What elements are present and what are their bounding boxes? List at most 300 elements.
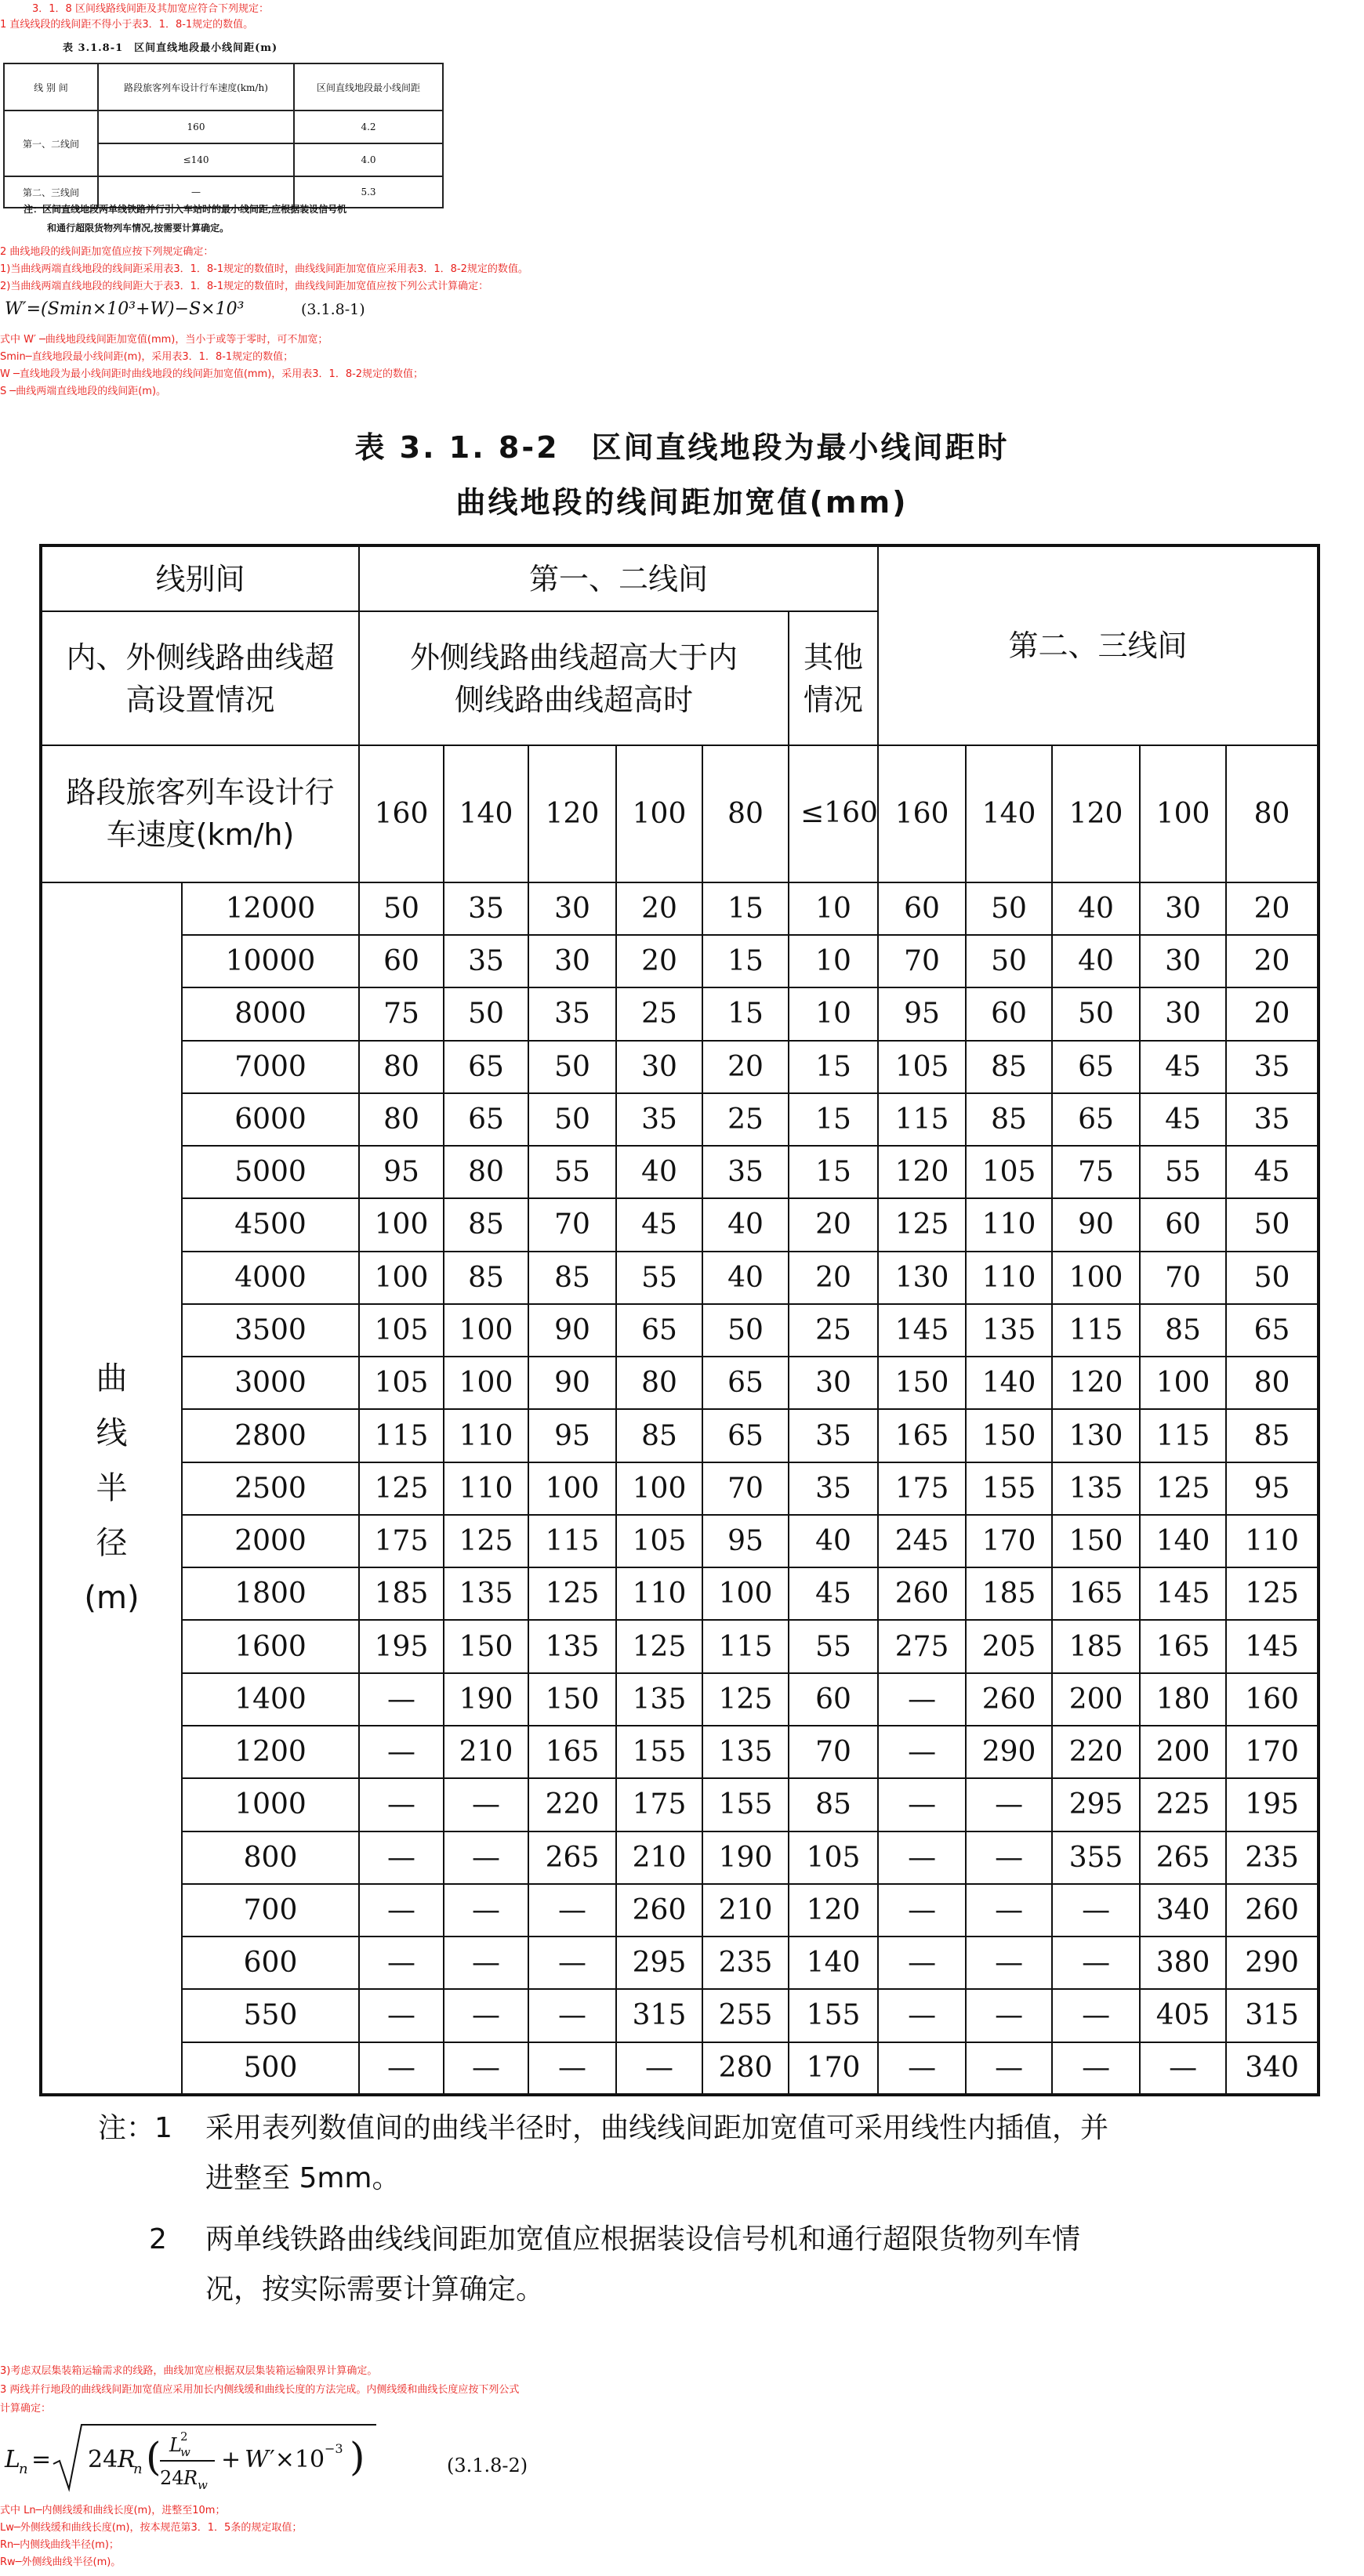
formula-2-number: (3.1.8-2) — [447, 2455, 528, 2476]
table1-caption: 表 3.1.8-1 区间直线地段最小线间距(m) — [63, 42, 278, 54]
value-cell: 40 — [702, 1198, 789, 1251]
value-cell: 130 — [878, 1252, 966, 1304]
value-cell: 155 — [616, 1726, 702, 1778]
value-cell: 295 — [1052, 1778, 1140, 1831]
value-cell: 225 — [1140, 1778, 1226, 1831]
value-cell: 125 — [616, 1620, 702, 1672]
svg-text:2: 2 — [180, 2429, 188, 2444]
radius-cell: 3500 — [182, 1304, 359, 1357]
value-cell: 290 — [1226, 1937, 1319, 1989]
table-row — [41, 1673, 1319, 1726]
value-cell: 165 — [878, 1409, 966, 1462]
value-cell: 35 — [789, 1462, 878, 1515]
definition-line: 式中 Ln─内侧线缓和曲线长度(m)，进整至10m； — [0, 2505, 226, 2516]
radius-cell: 1000 — [182, 1778, 359, 1831]
value-cell: 80 — [359, 1041, 444, 1093]
svg-text:W: W — [245, 2446, 269, 2473]
value-cell: — — [878, 1831, 966, 1884]
value-cell: — — [1052, 1937, 1140, 1989]
table-row — [41, 1778, 1319, 1831]
rule-line: 3)考虑双层集装箱运输需求的线路，曲线加宽应根据双层集装箱运输限界计算确定。 — [0, 2365, 378, 2377]
value-cell: — — [359, 1726, 444, 1778]
radius-cell: 600 — [182, 1937, 359, 1989]
value-cell: 30 — [1140, 987, 1226, 1040]
value-cell: — — [878, 1989, 966, 2042]
value-cell: 200 — [1052, 1673, 1140, 1726]
value-cell: 115 — [1052, 1304, 1140, 1357]
value-cell: 190 — [444, 1673, 528, 1726]
value-cell: 380 — [1140, 1937, 1226, 1989]
value-cell: 120 — [1052, 1357, 1140, 1409]
value-cell: 100 — [1052, 1252, 1140, 1304]
formula-2 — [0, 2418, 408, 2497]
value-cell: — — [444, 1831, 528, 1884]
value-cell: 175 — [878, 1462, 966, 1515]
value-cell: 40 — [1052, 882, 1140, 935]
header-first-second: 第一、二线间 — [359, 545, 878, 611]
value-cell: 85 — [966, 1041, 1052, 1093]
header-speed: 路段旅客列车设计行车速度(km/h) — [41, 745, 359, 882]
speed-cell: 80 — [702, 745, 789, 882]
value-cell: 20 — [1226, 935, 1319, 987]
value-cell: 150 — [1052, 1515, 1140, 1567]
value-cell: 55 — [528, 1146, 616, 1198]
value-cell: 65 — [616, 1304, 702, 1357]
value-cell: 65 — [1052, 1093, 1140, 1146]
value-cell: 255 — [702, 1989, 789, 2042]
value-cell: 20 — [616, 935, 702, 987]
value-cell: 340 — [1140, 1884, 1226, 1937]
radius-cell: 10000 — [182, 935, 359, 987]
value-cell: — — [359, 1778, 444, 1831]
value-cell: 70 — [789, 1726, 878, 1778]
value-cell: 260 — [878, 1567, 966, 1620]
section-heading: 3．1．8 区间线路线间距及其加宽应符合下列规定： — [22, 3, 269, 15]
value-cell: 65 — [702, 1409, 789, 1462]
svg-text:24: 24 — [88, 2446, 118, 2473]
value-cell: 20 — [1226, 882, 1319, 935]
table-row — [41, 1462, 1319, 1515]
value-cell: 50 — [1052, 987, 1140, 1040]
value-cell: 355 — [1052, 1831, 1140, 1884]
value-cell: 140 — [966, 1357, 1052, 1409]
value-cell: 190 — [702, 1831, 789, 1884]
value-cell: 185 — [359, 1567, 444, 1620]
value-cell: 170 — [966, 1515, 1052, 1567]
value-cell: 110 — [966, 1252, 1052, 1304]
svg-text:−3: −3 — [325, 2441, 343, 2456]
radius-cell: 6000 — [182, 1093, 359, 1146]
definition-line: Rw─外侧线曲线半径(m)。 — [0, 2556, 122, 2568]
value-cell: 60 — [359, 935, 444, 987]
value-cell: 165 — [1052, 1567, 1140, 1620]
value-cell: 340 — [1226, 2042, 1319, 2095]
value-cell: 155 — [702, 1778, 789, 1831]
value-cell: 405 — [1140, 1989, 1226, 2042]
value-cell: 135 — [1052, 1462, 1140, 1515]
radius-cell: 1800 — [182, 1567, 359, 1620]
value-cell: 70 — [1140, 1252, 1226, 1304]
value-cell: — — [528, 2042, 616, 2095]
note-2-text: 两单线铁路曲线线间距加宽值应根据装设信号机和通行超限货物列车情 — [205, 2223, 1081, 2255]
table-row — [41, 1831, 1319, 1884]
value-cell: 30 — [1140, 882, 1226, 935]
value-cell: 105 — [616, 1515, 702, 1567]
radius-cell: 3000 — [182, 1357, 359, 1409]
value-cell: 295 — [616, 1937, 702, 1989]
table-row — [41, 935, 1319, 987]
value-cell: — — [444, 1937, 528, 1989]
value-cell: 125 — [359, 1462, 444, 1515]
value-cell: 75 — [359, 987, 444, 1040]
value-cell: 130 — [1052, 1409, 1140, 1462]
value-cell: 85 — [966, 1093, 1052, 1146]
table1-cell: 160 — [98, 111, 294, 143]
speed-cell: 140 — [966, 745, 1052, 882]
table1-note: 注：区间直线地段两单线铁路并行引入车站时的最小线间距,应根据装设信号机 — [24, 204, 347, 215]
value-cell: 150 — [966, 1409, 1052, 1462]
value-cell: — — [444, 1884, 528, 1937]
value-cell: — — [444, 1778, 528, 1831]
svg-text:R: R — [118, 2446, 136, 2473]
value-cell: 110 — [1226, 1515, 1319, 1567]
svg-text:(: ( — [146, 2434, 161, 2480]
header-outer-greater: 外侧线路曲线超高大于内侧线路曲线超高时 — [359, 611, 789, 745]
value-cell: 110 — [616, 1567, 702, 1620]
radius-cell: 4500 — [182, 1198, 359, 1251]
table2-title: 表 3. 1. 8-2 区间直线地段为最小线间距时 — [354, 430, 1010, 465]
value-cell: 10 — [789, 987, 878, 1040]
radius-cell: 7000 — [182, 1041, 359, 1093]
speed-cell: 160 — [359, 745, 444, 882]
table-row — [41, 1093, 1319, 1146]
value-cell: 50 — [702, 1304, 789, 1357]
value-cell: 85 — [1226, 1409, 1319, 1462]
value-cell: 35 — [616, 1093, 702, 1146]
value-cell: 265 — [528, 1831, 616, 1884]
table1-cell: 5.3 — [294, 176, 443, 208]
value-cell: — — [359, 1989, 444, 2042]
table1-cell: ≤140 — [98, 143, 294, 176]
radius-label-char: (m) — [84, 1579, 140, 1616]
value-cell: 80 — [359, 1093, 444, 1146]
rule-line: 3 两线并行地段的曲线线间距加宽值应采用加长内侧线缓和曲线长度的方法完成。内侧线缓和曲线长度应按下列公式 — [0, 2384, 520, 2396]
value-cell: 110 — [966, 1198, 1052, 1251]
value-cell: — — [878, 1726, 966, 1778]
value-cell: 90 — [528, 1357, 616, 1409]
value-cell: 245 — [878, 1515, 966, 1567]
formula-1: W′=(Smin×10³+W)−S×10³ — [5, 299, 245, 319]
value-cell: 205 — [966, 1620, 1052, 1672]
table-row — [41, 1937, 1319, 1989]
value-cell: — — [966, 1884, 1052, 1937]
value-cell: 200 — [1140, 1726, 1226, 1778]
value-cell: 165 — [1140, 1620, 1226, 1672]
value-cell: — — [528, 1937, 616, 1989]
definition-line: S ─曲线两端直线地段的线间距(m)。 — [0, 386, 167, 397]
svg-text:′×10: ′×10 — [270, 2446, 325, 2473]
radius-cell: 12000 — [182, 882, 359, 935]
value-cell: 60 — [1140, 1198, 1226, 1251]
value-cell: 145 — [878, 1304, 966, 1357]
value-cell: 90 — [528, 1304, 616, 1357]
value-cell: 60 — [878, 882, 966, 935]
note-1-text-cont: 进整至 5mm。 — [205, 2162, 401, 2194]
value-cell: 25 — [616, 987, 702, 1040]
value-cell: 35 — [1226, 1093, 1319, 1146]
value-cell: 125 — [444, 1515, 528, 1567]
rule-line: 1 直线线段的线间距不得小于表3．1．8-1规定的数值。 — [0, 19, 254, 31]
value-cell: 220 — [1052, 1726, 1140, 1778]
value-cell: 125 — [1226, 1567, 1319, 1620]
table-row — [41, 1567, 1319, 1620]
note-1-text: 采用表列数值间的曲线半径时，曲线线间距加宽值可采用线性内插值，并 — [205, 2112, 1109, 2144]
value-cell: — — [966, 1831, 1052, 1884]
table1-header: 区间直线地段最小线间距 — [294, 63, 443, 111]
radius-cell: 2000 — [182, 1515, 359, 1567]
value-cell: 100 — [359, 1198, 444, 1251]
value-cell: 85 — [1140, 1304, 1226, 1357]
value-cell: 170 — [789, 2042, 878, 2095]
value-cell: 135 — [444, 1567, 528, 1620]
value-cell: 40 — [616, 1146, 702, 1198]
value-cell: 100 — [359, 1252, 444, 1304]
table1-cell: 4.0 — [294, 143, 443, 176]
value-cell: — — [444, 1989, 528, 2042]
value-cell: 125 — [702, 1673, 789, 1726]
value-cell: 30 — [789, 1357, 878, 1409]
table1-header: 路段旅客列车设计行车速度(km/h) — [98, 63, 294, 111]
header-second-third: 第二、三线间 — [878, 545, 1319, 745]
value-cell: — — [966, 2042, 1052, 2095]
value-cell: 15 — [702, 882, 789, 935]
value-cell: 115 — [359, 1409, 444, 1462]
value-cell: 100 — [444, 1304, 528, 1357]
value-cell: 140 — [789, 1937, 878, 1989]
svg-text:n: n — [133, 2461, 143, 2477]
value-cell: 55 — [789, 1620, 878, 1672]
value-cell: 235 — [702, 1937, 789, 1989]
table1-header: 线 别 间 — [4, 63, 98, 111]
value-cell: — — [1052, 1989, 1140, 2042]
value-cell: 55 — [616, 1252, 702, 1304]
value-cell: 15 — [789, 1093, 878, 1146]
value-cell: 50 — [1226, 1198, 1319, 1251]
value-cell: 80 — [616, 1357, 702, 1409]
value-cell: — — [1052, 2042, 1140, 2095]
value-cell: 210 — [444, 1726, 528, 1778]
value-cell: 65 — [1226, 1304, 1319, 1357]
radius-cell: 8000 — [182, 987, 359, 1040]
rule-line: 2 曲线地段的线间距加宽值应按下列规定确定： — [0, 246, 214, 258]
definition-line: 式中 W′ ─曲线地段线间距加宽值(mm)，当小于或等于零时，可不加宽； — [0, 334, 328, 346]
value-cell: 165 — [528, 1726, 616, 1778]
header-superelevation: 内、外侧线路曲线超高设置情况 — [41, 611, 359, 745]
value-cell: 110 — [444, 1409, 528, 1462]
value-cell: — — [1140, 2042, 1226, 2095]
value-cell: 95 — [1226, 1462, 1319, 1515]
value-cell: 40 — [1052, 935, 1140, 987]
value-cell: 30 — [528, 882, 616, 935]
value-cell: 60 — [966, 987, 1052, 1040]
table-row — [41, 1620, 1319, 1672]
value-cell: — — [878, 1778, 966, 1831]
value-cell: 65 — [444, 1041, 528, 1093]
value-cell: 15 — [789, 1146, 878, 1198]
table-row — [41, 1146, 1319, 1198]
value-cell: 25 — [789, 1304, 878, 1357]
svg-text:+: + — [221, 2446, 241, 2473]
radius-cell: 1400 — [182, 1673, 359, 1726]
value-cell: 210 — [616, 1831, 702, 1884]
svg-text:w: w — [198, 2478, 208, 2492]
value-cell: 110 — [444, 1462, 528, 1515]
speed-other-cell: ≤160 — [789, 745, 878, 882]
value-cell: 25 — [702, 1093, 789, 1146]
value-cell: — — [359, 1937, 444, 1989]
value-cell: 20 — [789, 1198, 878, 1251]
speed-cell: 100 — [616, 745, 702, 882]
radius-cell: 700 — [182, 1884, 359, 1937]
value-cell: 175 — [616, 1778, 702, 1831]
value-cell: 260 — [616, 1884, 702, 1937]
header-other: 其他情况 — [789, 611, 878, 745]
speed-cell: 120 — [528, 745, 616, 882]
table-row — [41, 1041, 1319, 1093]
value-cell: 60 — [789, 1673, 878, 1726]
value-cell: 135 — [702, 1726, 789, 1778]
speed-cell: 100 — [1140, 745, 1226, 882]
value-cell: 50 — [528, 1093, 616, 1146]
value-cell: 100 — [528, 1462, 616, 1515]
value-cell: — — [966, 1989, 1052, 2042]
value-cell: 210 — [702, 1884, 789, 1937]
definition-line: Smin─直线地段最小线间距(m)，采用表3．1．8-1规定的数值； — [0, 351, 294, 363]
value-cell: 135 — [528, 1620, 616, 1672]
radius-label — [41, 882, 182, 2095]
value-cell: 70 — [702, 1462, 789, 1515]
value-cell: 50 — [966, 882, 1052, 935]
value-cell: 260 — [966, 1673, 1052, 1726]
table-row — [41, 1409, 1319, 1462]
value-cell: 150 — [528, 1673, 616, 1726]
speed-cell: 160 — [878, 745, 966, 882]
value-cell: 280 — [702, 2042, 789, 2095]
radius-label-char: 半 — [96, 1469, 128, 1506]
value-cell: 95 — [702, 1515, 789, 1567]
value-cell: 10 — [789, 882, 878, 935]
value-cell: 85 — [444, 1252, 528, 1304]
value-cell: 105 — [878, 1041, 966, 1093]
value-cell: 90 — [1052, 1198, 1140, 1251]
svg-text:R: R — [183, 2467, 198, 2489]
value-cell: 95 — [359, 1146, 444, 1198]
note-1-number: 注：1 — [98, 2112, 172, 2144]
value-cell: 35 — [1226, 1041, 1319, 1093]
value-cell: — — [878, 2042, 966, 2095]
value-cell: 35 — [444, 882, 528, 935]
table1-cell: 第一、二线间 — [4, 111, 98, 176]
value-cell: 220 — [528, 1778, 616, 1831]
svg-text:n: n — [19, 2461, 28, 2477]
value-cell: 65 — [444, 1093, 528, 1146]
value-cell: 15 — [702, 935, 789, 987]
rule-line: 2)当曲线两端直线地段的线间距大于表3．1．8-1规定的数值时，曲线线间距加宽值应按下列公式计算确定： — [0, 281, 489, 292]
value-cell: — — [966, 1778, 1052, 1831]
table1-cell: 第二、三线间 — [4, 176, 98, 208]
value-cell: 140 — [1140, 1515, 1226, 1567]
header-line-between: 线别间 — [41, 545, 359, 611]
table2-subtitle: 曲线地段的线间距加宽值(mm) — [455, 485, 909, 520]
value-cell: — — [528, 1989, 616, 2042]
value-cell: — — [359, 2042, 444, 2095]
value-cell: 100 — [1140, 1357, 1226, 1409]
value-cell: 75 — [1052, 1146, 1140, 1198]
table-row — [41, 1252, 1319, 1304]
value-cell: 85 — [789, 1778, 878, 1831]
value-cell: 135 — [616, 1673, 702, 1726]
value-cell: 35 — [528, 987, 616, 1040]
value-cell: 100 — [702, 1567, 789, 1620]
table-row — [41, 1515, 1319, 1567]
rule-line: 1)当曲线两端直线地段的线间距采用表3．1．8-1规定的数值时，曲线线间距加宽值应采用表3．1．8-2规定的数值。 — [0, 263, 528, 275]
value-cell: 55 — [1140, 1146, 1226, 1198]
svg-text:): ) — [350, 2434, 365, 2480]
value-cell: 30 — [1140, 935, 1226, 987]
speed-cell: 120 — [1052, 745, 1140, 882]
table-row — [41, 1884, 1319, 1937]
value-cell: 45 — [1226, 1146, 1319, 1198]
value-cell: 120 — [878, 1146, 966, 1198]
radius-cell: 5000 — [182, 1146, 359, 1198]
value-cell: 40 — [702, 1252, 789, 1304]
table-row — [41, 2042, 1319, 2095]
value-cell: — — [966, 1937, 1052, 1989]
value-cell: 125 — [1140, 1462, 1226, 1515]
value-cell: — — [1052, 1884, 1140, 1937]
value-cell: 15 — [702, 987, 789, 1040]
value-cell: 105 — [359, 1304, 444, 1357]
value-cell: 70 — [528, 1198, 616, 1251]
value-cell: 260 — [1226, 1884, 1319, 1937]
value-cell: — — [878, 1884, 966, 1937]
table1-note: 和通行超限货物列车情况,按需要计算确定。 — [47, 223, 230, 234]
value-cell: 35 — [789, 1409, 878, 1462]
value-cell: — — [878, 1937, 966, 1989]
value-cell: — — [444, 2042, 528, 2095]
value-cell: 150 — [878, 1357, 966, 1409]
value-cell: 30 — [616, 1041, 702, 1093]
radius-label-char: 线 — [96, 1415, 128, 1451]
radius-cell: 800 — [182, 1831, 359, 1884]
table1-cell: — — [98, 176, 294, 208]
value-cell: 20 — [702, 1041, 789, 1093]
radius-label-char: 径 — [96, 1524, 128, 1561]
value-cell: 15 — [789, 1041, 878, 1093]
value-cell: — — [616, 2042, 702, 2095]
svg-text:L: L — [5, 2446, 20, 2473]
svg-text:L: L — [169, 2434, 182, 2456]
value-cell: 125 — [878, 1198, 966, 1251]
value-cell: 80 — [1226, 1357, 1319, 1409]
table1-cell: 4.2 — [294, 111, 443, 143]
value-cell: 85 — [444, 1198, 528, 1251]
value-cell: 45 — [1140, 1093, 1226, 1146]
value-cell: 315 — [1226, 1989, 1319, 2042]
value-cell: 235 — [1226, 1831, 1319, 1884]
table-row — [41, 1198, 1319, 1251]
radius-cell: 4000 — [182, 1252, 359, 1304]
